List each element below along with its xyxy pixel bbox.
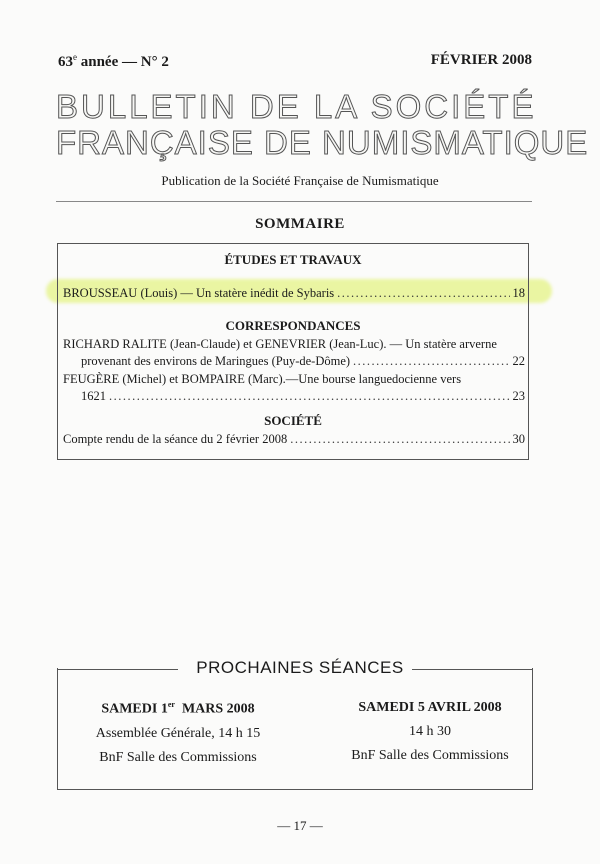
seance-event: 14 h 30 — [409, 724, 451, 739]
subtitle: Publication de la Société Française de Numismatique — [161, 173, 439, 188]
toc-entry-ralite[interactable] — [63, 336, 525, 370]
toc-entry-page: 23 — [512, 389, 525, 403]
toc-entry-text-line1: RICHARD RALITE (Jean-Claude) et GENEVRIER (Jean-Luc). — Un statère arverne — [63, 337, 497, 351]
dot-leader — [337, 285, 509, 302]
sommaire-heading: SOMMAIRE — [255, 216, 345, 232]
bulletin-title-line1: BULLETIN DE LA SOCIÉTÉ — [56, 88, 537, 125]
toc-entry-brousseau[interactable] — [63, 285, 525, 302]
section-heading-correspondances: CORRESPONDANCES — [225, 318, 361, 333]
dot-leader — [109, 388, 510, 405]
seance-2 — [325, 700, 535, 764]
prochaines-heading: PROCHAINES SÉANCES — [196, 658, 404, 677]
toc-entry-page: 22 — [512, 354, 525, 368]
toc-entry-compte-rendu[interactable] — [63, 431, 525, 448]
page-number: — 17 — — [277, 818, 323, 833]
toc-entry-text-line2: 1621 — [81, 389, 106, 403]
seance-date: SAMEDI 1er MARS 2008 — [101, 700, 255, 717]
dot-leader — [290, 431, 509, 448]
divider — [56, 201, 532, 202]
section-heading-societe: SOCIÉTÉ — [264, 413, 322, 428]
issue-date: FÉVRIER 2008 — [430, 52, 532, 68]
toc-entry-text-line2: provenant des environs de Maringues (Puy-de-Dôme) — [81, 354, 351, 368]
dot-leader — [353, 353, 509, 370]
seance-1 — [73, 700, 283, 766]
section-heading-etudes: ÉTUDES ET TRAVAUX — [224, 252, 362, 267]
toc-entry-text-line1: FEUGÈRE (Michel) et BOMPAIRE (Marc).—Une bourse languedocienne vers — [63, 372, 462, 386]
seance-place: BnF Salle des Commissions — [99, 749, 257, 765]
toc-entry-text: BROUSSEAU (Louis) — Un statère inédit de Sybaris — [63, 286, 335, 300]
toc-entry-feugere[interactable] — [63, 371, 525, 405]
bulletin-title-line2: FRANÇAISE DE NUMISMATIQUE — [56, 124, 589, 161]
seance-place: BnF Salle des Commissions — [351, 748, 509, 763]
issue-number: 63e année — N° 2 — [58, 52, 169, 70]
seance-date: SAMEDI 5 AVRIL 2008 — [358, 700, 502, 715]
toc-entry-page: 30 — [512, 432, 525, 446]
toc-entry-page: 18 — [512, 286, 525, 300]
toc-entry-text: Compte rendu de la séance du 2 février 2008 — [63, 432, 288, 446]
seance-event: Assemblée Générale, 14 h 15 — [95, 725, 261, 741]
